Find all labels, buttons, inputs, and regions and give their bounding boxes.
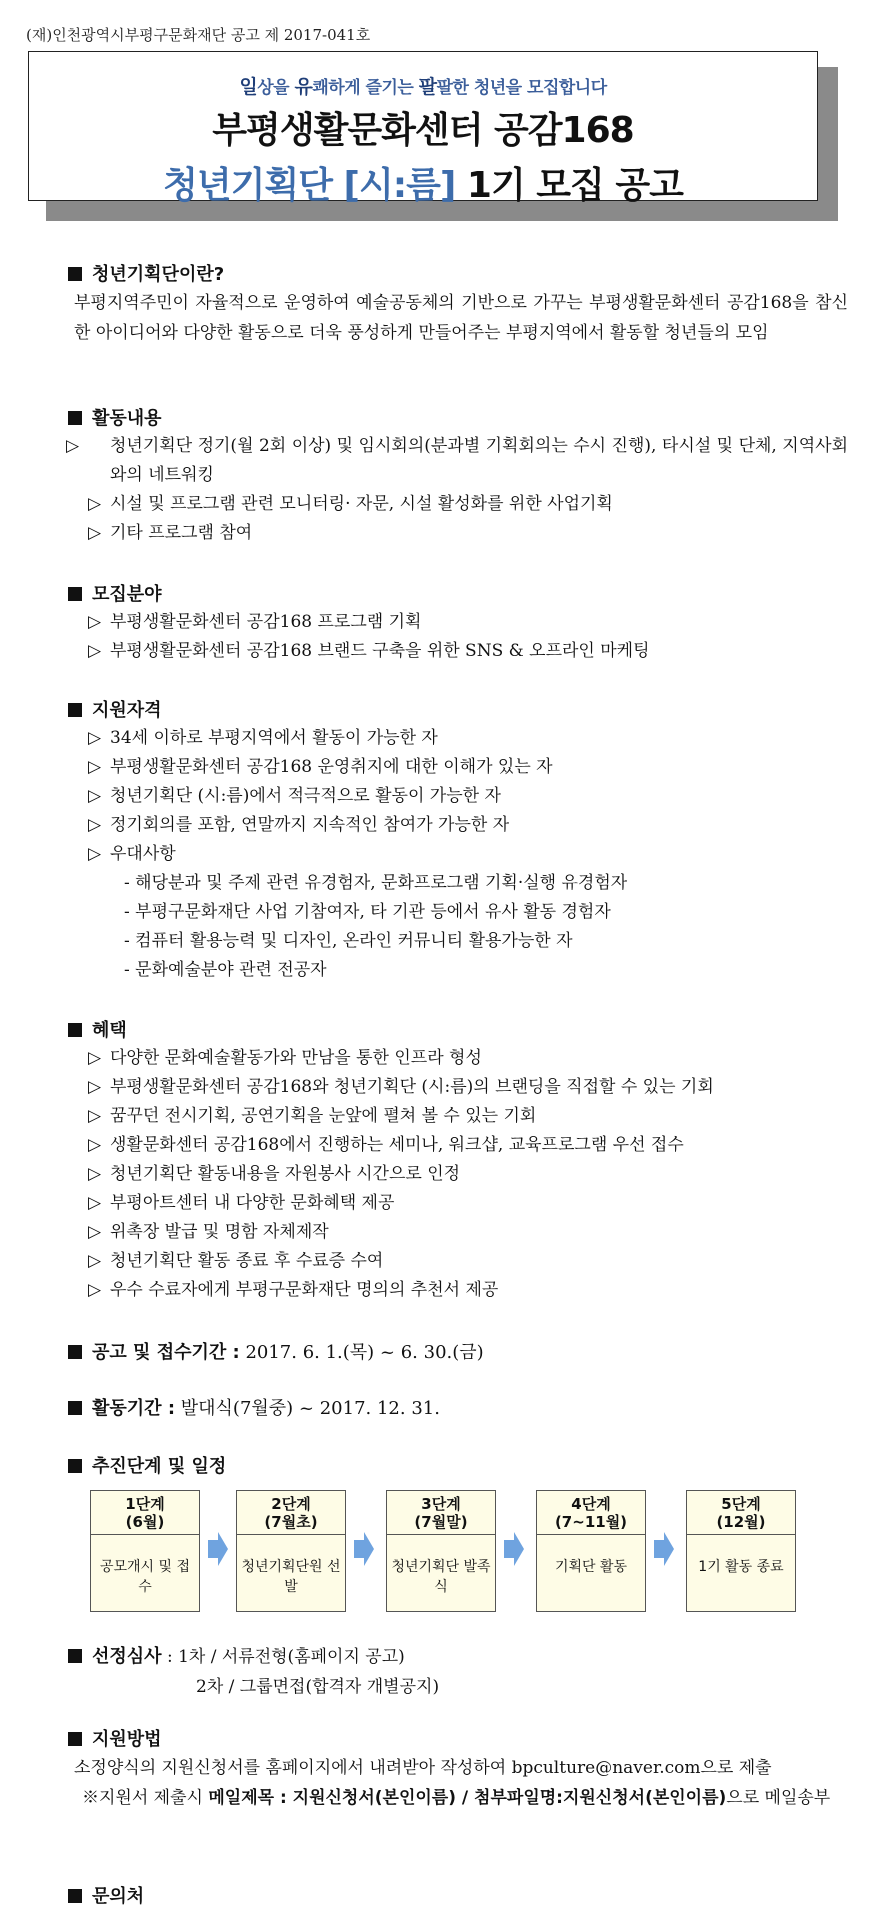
triangle-bullet-icon: ▷ (88, 1193, 102, 1213)
list-item: ▷ 부평생활문화센터 공감168 브랜드 구축을 위한 SNS & 오프라인 마케팅 (68, 637, 848, 666)
list-item: ▷ 정기회의를 포함, 연말까지 지속적인 참여가 가능한 자 (68, 811, 848, 840)
square-bullet-icon (68, 1345, 82, 1359)
arrow-right-icon (354, 1532, 374, 1566)
triangle-bullet-icon: ▷ (88, 786, 102, 806)
section-heading: 모집분야 (68, 582, 848, 608)
list-item: ▷ 청년기획단 활동 종료 후 수료증 수여 (68, 1247, 848, 1276)
title-line-2 (29, 157, 817, 208)
tagline-text: 쾌하게 즐기는 (312, 78, 419, 98)
section-benefits (68, 1018, 848, 1305)
list-item: ▷ 생활문화센터 공감168에서 진행하는 세미나, 워크샵, 교육프로그램 우선 접수 (68, 1131, 848, 1160)
schedule-step: 5단계 (12월) 1기 활동 종료 (686, 1490, 796, 1612)
arrow-right-icon (208, 1532, 228, 1566)
square-bullet-icon (68, 1401, 82, 1415)
section-heading: 지원자격 (68, 698, 848, 724)
tagline-emphasis: 일 (239, 76, 258, 98)
section-heading: 혜택 (68, 1018, 848, 1044)
triangle-bullet-icon: ▷ (88, 1251, 102, 1271)
list-item: ▷ 우수 수료자에게 부평구문화재단 명의의 추천서 제공 (68, 1276, 848, 1305)
section-fields (68, 582, 848, 666)
arrow-right-icon (654, 1532, 674, 1566)
list-item: ▷ 부평아트센터 내 다양한 문화혜택 제공 (68, 1189, 848, 1218)
schedule-step: 1단계 (6월) 공모개시 및 접수 (90, 1490, 200, 1612)
triangle-bullet-icon: ▷ (88, 1048, 102, 1068)
list-item: ▷ 위촉장 발급 및 명함 자체제작 (68, 1218, 848, 1247)
preference-item: - 컴퓨터 활용능력 및 디자인, 온라인 커뮤니티 활용가능한 자 (124, 931, 573, 951)
list-item: ▷ 청년기획단 정기(월 2회 이상) 및 임시회의(분과별 기획회의는 수시 진행), 타시설 및 단체, 지역사회와의 네트워킹 (68, 432, 848, 490)
square-bullet-icon (68, 587, 82, 601)
apply-text: 소정양식의 지원신청서를 홈페이지에서 내려받아 작성하여 bpculture@naver.com으로 제출 (74, 1758, 772, 1778)
list-item: ▷ 시설 및 프로그램 관련 모니터링· 자문, 시설 활성화를 위한 사업기획 (68, 490, 848, 519)
preference-item: - 문화예술분야 관련 전공자 (124, 960, 327, 980)
triangle-bullet-icon: ▷ (88, 844, 102, 864)
schedule-step: 3단계 (7월말) 청년기획단 발족식 (386, 1490, 496, 1612)
square-bullet-icon (68, 267, 82, 281)
section-heading: 활동내용 (68, 406, 848, 432)
triangle-bullet-icon: ▷ (88, 1222, 102, 1242)
list-item: ▷ 청년기획단 활동내용을 자원봉사 시간으로 인정 (68, 1160, 848, 1189)
title-line-2-blue: 청년기획단 [시:름] (163, 165, 456, 206)
list-item: ▷ 부평생활문화센터 공감168 프로그램 기획 (68, 608, 848, 637)
triangle-bullet-icon: ▷ (88, 815, 102, 835)
square-bullet-icon (68, 411, 82, 425)
list-item: ▷ 기타 프로그램 참여 (68, 519, 848, 548)
triangle-bullet-icon: ▷ (88, 1164, 102, 1184)
title-line-2-black: 1기 모집 공고 (455, 165, 683, 206)
selection-line-2: 2차 / 그룹면접(합격자 개별공지) (196, 1677, 440, 1697)
schedule-diagram (90, 1490, 810, 1616)
triangle-bullet-icon: ▷ (66, 436, 80, 456)
list-item: ▷ 청년기획단 (시:름)에서 적극적으로 활동이 가능한 자 (68, 782, 848, 811)
section-application-period (68, 1340, 848, 1366)
section-heading: 추진단계 및 일정 (68, 1454, 848, 1480)
selection-line-1: 선정심사 : 1차 / 서류전형(홈페이지 공고) (68, 1642, 848, 1672)
title-line-1: 부평생활문화센터 공감168 (212, 110, 634, 151)
square-bullet-icon (68, 1889, 82, 1903)
preference-item: - 해당분과 및 주제 관련 유경험자, 문화프로그램 기획·실행 유경험자 (124, 873, 628, 893)
tagline-text: 팔한 청년을 모집합니다 (436, 78, 607, 98)
arrow-right-icon (504, 1532, 524, 1566)
tagline-text: 상을 (257, 78, 295, 98)
title-box (28, 51, 818, 206)
preference-item: - 부평구문화재단 사업 기참여자, 타 기관 등에서 유사 활동 경험자 (124, 902, 611, 922)
schedule-step: 2단계 (7월초) 청년기획단원 선발 (236, 1490, 346, 1612)
square-bullet-icon (68, 1023, 82, 1037)
tagline-emphasis: 팔 (418, 76, 437, 98)
list-item: ▷ 34세 이하로 부평지역에서 활동이 가능한 자 (68, 724, 848, 753)
section-heading: 청년기획단이란? (68, 262, 848, 288)
triangle-bullet-icon: ▷ (88, 757, 102, 777)
tagline (29, 72, 817, 99)
list-item: ▷ 다양한 문화예술활동가와 만남을 통한 인프라 형성 (68, 1044, 848, 1073)
square-bullet-icon (68, 703, 82, 717)
square-bullet-icon (68, 1732, 82, 1746)
list-item: ▷ 꿈꾸던 전시기획, 공연기획을 눈앞에 펼쳐 볼 수 있는 기회 (68, 1102, 848, 1131)
section-heading: 공고 및 접수기간 : 2017. 6. 1.(목) ~ 6. 30.(금) (68, 1340, 848, 1366)
schedule-step: 4단계 (7~11월) 기획단 활동 (536, 1490, 646, 1612)
section-heading: 활동기간 : 발대식(7월중) ~ 2017. 12. 31. (68, 1396, 848, 1422)
triangle-bullet-icon: ▷ (88, 641, 102, 661)
email-instruction: ※지원서 제출시 메일제목 : 지원신청서(본인이름) / 첨부파일명:지원신청서(본인이름)으로 메일송부 (82, 1788, 831, 1808)
tagline-emphasis: 유 (294, 76, 313, 98)
section-activities (68, 406, 848, 548)
triangle-bullet-icon: ▷ (88, 728, 102, 748)
section-qualifications (68, 698, 848, 985)
section-selection (68, 1642, 848, 1702)
section-heading: 문의처 (68, 1884, 848, 1910)
triangle-bullet-icon: ▷ (88, 523, 102, 543)
activity-period-value: 발대식(7월중) ~ 2017. 12. 31. (175, 1398, 440, 1419)
application-period-value: 2017. 6. 1.(목) ~ 6. 30.(금) (239, 1342, 484, 1363)
triangle-bullet-icon: ▷ (88, 1280, 102, 1300)
triangle-bullet-icon: ▷ (88, 1106, 102, 1126)
square-bullet-icon (68, 1649, 82, 1663)
section-activity-period (68, 1396, 848, 1422)
section-schedule (68, 1454, 848, 1480)
triangle-bullet-icon: ▷ (88, 612, 102, 632)
triangle-bullet-icon: ▷ (88, 1135, 102, 1155)
about-text: 부평지역주민이 자율적으로 운영하여 예술공동체의 기반으로 가꾸는 부평생활문화센터 공감168을 참신한 아이디어와 다양한 활동으로 더욱 풍성하게 만들어주는 부평지역에서 활동할 청년들의 모임 (74, 293, 848, 343)
section-about (68, 262, 848, 348)
notice-reference-number: (재)인천광역시부평구문화재단 공고 제 2017-041호 (26, 26, 371, 44)
list-item: ▷ 우대사항 (68, 840, 848, 869)
list-item: ▷ 부평생활문화센터 공감168와 청년기획단 (시:름)의 브랜딩을 직접할 수 있는 기회 (68, 1073, 848, 1102)
section-apply (68, 1727, 848, 1813)
list-item: ▷ 부평생활문화센터 공감168 운영취지에 대한 이해가 있는 자 (68, 753, 848, 782)
section-heading: 지원방법 (68, 1727, 848, 1753)
triangle-bullet-icon: ▷ (88, 494, 102, 514)
section-contact (68, 1884, 848, 1910)
triangle-bullet-icon: ▷ (88, 1077, 102, 1097)
square-bullet-icon (68, 1459, 82, 1473)
